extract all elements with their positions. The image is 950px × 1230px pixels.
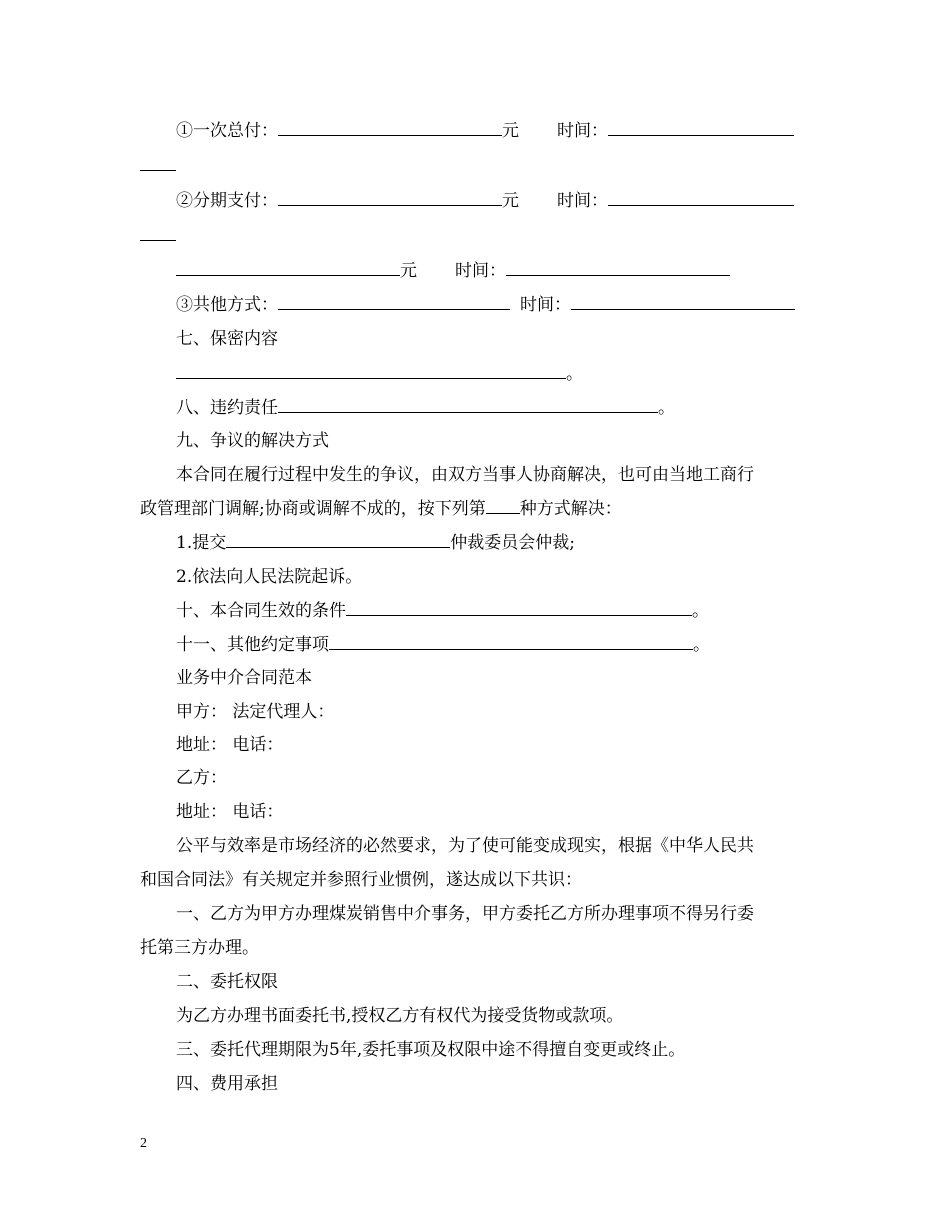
amount-blank xyxy=(176,257,400,276)
other-matters-blank xyxy=(329,631,693,650)
section-8-line: 八、违约责任 。 xyxy=(176,394,675,422)
option-number-blank xyxy=(486,495,520,514)
clause-4-heading: 四、费用承担 xyxy=(176,1074,278,1094)
time-label: 时间： xyxy=(557,191,608,211)
preamble-text-continued: 和国合同法》有关规定并参照行业惯例，遂达成以下共识： xyxy=(140,870,582,890)
party-a-line: 甲方： 法定代理人： xyxy=(176,702,335,722)
time-blank xyxy=(608,117,794,136)
clause-1-text: 一、乙方为甲方办理煤炭销售中介事务，甲方委托乙方所办理事项不得另行委 xyxy=(176,904,754,924)
payment-other-line xyxy=(176,291,795,319)
payment-lump-sum-label: ①一次总付： xyxy=(176,121,278,141)
section-10-line: 十、本合同生效的条件 。 xyxy=(176,597,709,625)
payment-lump-sum-line xyxy=(176,117,794,145)
time-label: 时间： xyxy=(557,121,608,141)
confidentiality-blank-line: 。 xyxy=(176,360,583,388)
section-8-heading: 八、违约责任 xyxy=(176,398,278,418)
paragraph-text: 本合同在履行过程中发生的争议，由双方当事人协商解决，也可由当地工商行 xyxy=(176,465,754,485)
effective-conditions-blank xyxy=(346,597,692,616)
unit-yuan: 元 xyxy=(502,191,519,211)
clause-1-text-continued: 托第三方办理。 xyxy=(140,938,259,958)
section-7-heading: 七、保密内容 xyxy=(176,329,278,349)
installment-second-line xyxy=(176,257,730,285)
confidentiality-blank xyxy=(176,360,566,379)
party-b-line: 乙方： xyxy=(176,768,227,788)
section-11-heading: 十一、其他约定事项 xyxy=(176,635,329,655)
time-label: 时间： xyxy=(520,295,571,315)
contract-title: 业务中介合同范本 xyxy=(176,668,312,688)
page-number: 2 xyxy=(140,1136,147,1151)
time-blank xyxy=(608,187,794,206)
time-blank xyxy=(506,257,730,276)
continuation-blank xyxy=(140,222,176,250)
arbitration-blank xyxy=(226,529,450,548)
preamble-text: 公平与效率是市场经济的必然要求，为了使可能变成现实，根据《中华人民共 xyxy=(176,836,754,856)
clause-2-text: 为乙方办理书面委托书,授权乙方有权代为接受货物或款项。 xyxy=(176,1006,624,1026)
payment-installment-line xyxy=(176,187,794,215)
continuation-blank xyxy=(140,152,176,180)
option-2-line: 2.依法向人民法院起诉。 xyxy=(176,567,363,587)
time-blank xyxy=(571,291,795,310)
section-9-heading: 九、争议的解决方式 xyxy=(176,431,329,451)
amount-blank xyxy=(278,187,502,206)
option-1-line: 1.提交 仲裁委员会仲裁; xyxy=(176,529,575,557)
amount-blank xyxy=(278,117,502,136)
party-a-address-line: 地址： 电话： xyxy=(176,735,284,755)
payment-installment-label: ②分期支付： xyxy=(176,191,278,211)
unit-yuan: 元 xyxy=(400,261,417,281)
breach-blank xyxy=(278,394,658,413)
unit-yuan: 元 xyxy=(502,121,519,141)
time-label: 时间： xyxy=(455,261,506,281)
clause-3-text: 三、委托代理期限为5年,委托事项及权限中途不得擅自变更或终止。 xyxy=(176,1040,686,1060)
party-b-address-line: 地址： 电话： xyxy=(176,802,284,822)
method-blank xyxy=(278,291,510,310)
paragraph-text-continued: 政管理部门调解;协商或调解不成的，按下列第 种方式解决： xyxy=(140,495,622,523)
section-11-line: 十一、其他约定事项 。 xyxy=(176,631,710,659)
payment-other-label: ③共他方式： xyxy=(176,295,278,315)
section-10-heading: 十、本合同生效的条件 xyxy=(176,601,346,621)
clause-2-heading: 二、委托权限 xyxy=(176,972,278,992)
